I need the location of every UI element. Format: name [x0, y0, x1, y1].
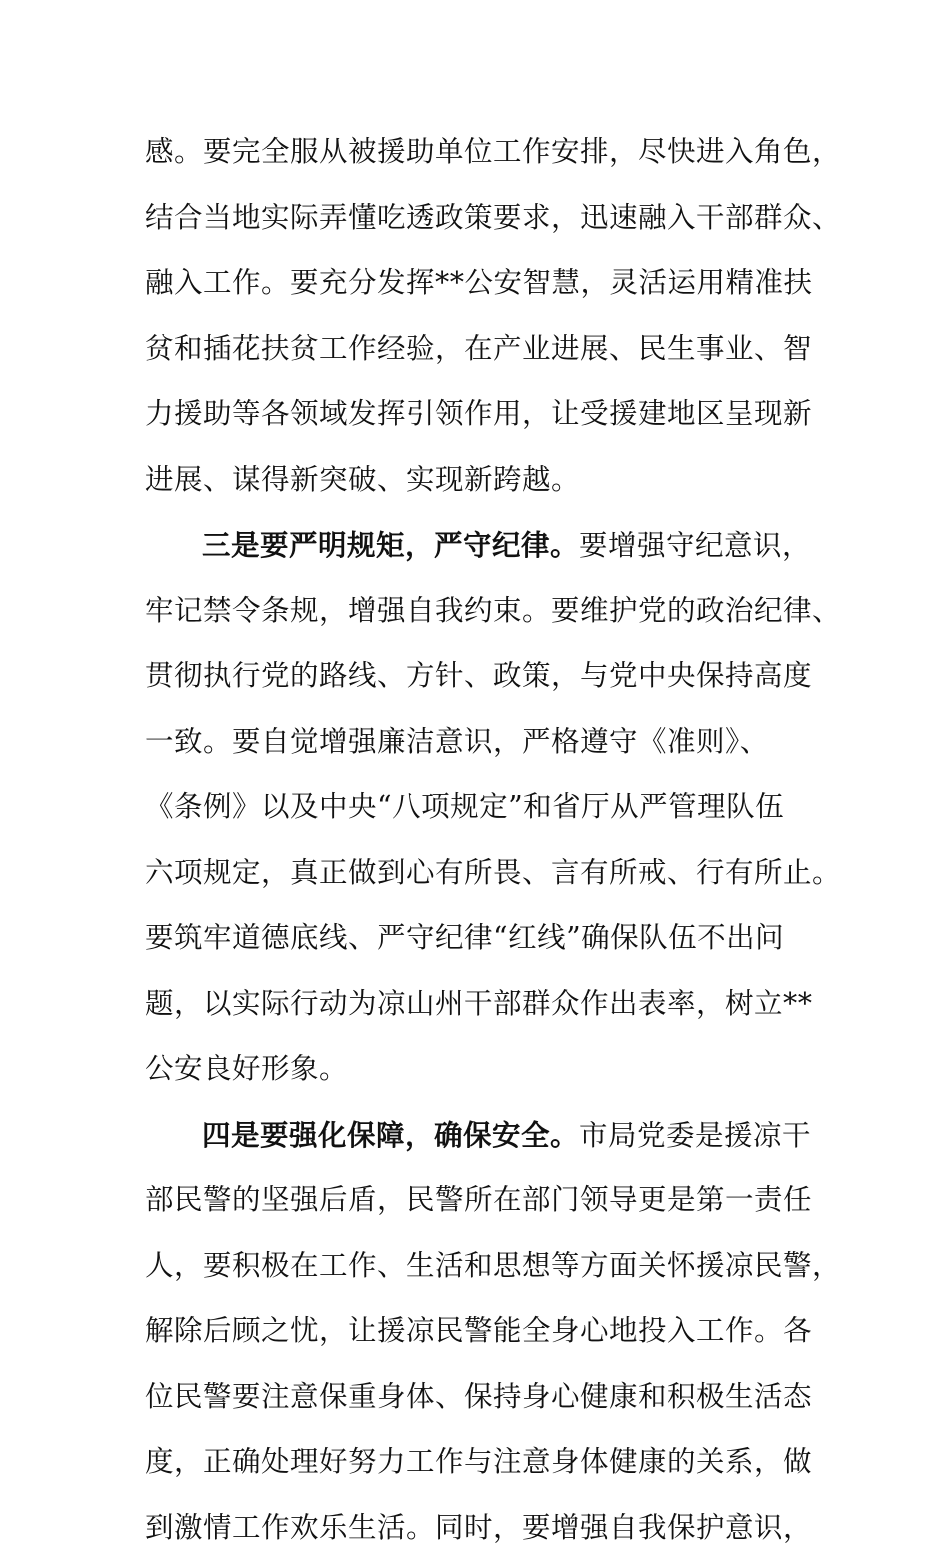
text-line: 结合当地实际弄懂吃透政策要求，迅速融入干部群众、 [145, 192, 835, 258]
paragraph-heading: 三是要严明规矩，严守纪律。 [202, 528, 579, 562]
text-line: 贯彻执行党的路线、方针、政策，与党中央保持高度 [145, 650, 835, 716]
text-line: 到激情工作欢乐生活。同时，要增强自我保护意识， [145, 1502, 835, 1567]
text-line: 度，正确处理好努力工作与注意身体健康的关系，做 [145, 1436, 835, 1502]
text-line: 要筑牢道德底线、严守纪律“红线”确保队伍不出问 [145, 912, 835, 978]
paragraph-heading-line: 四是要强化保障，确保安全。市局党委是援凉干 [145, 1109, 835, 1175]
paragraph-heading: 四是要强化保障，确保安全。 [202, 1118, 579, 1152]
text-line: 人，要积极在工作、生活和思想等方面关怀援凉民警， [145, 1240, 835, 1306]
text-line: 贫和插花扶贫工作经验，在产业进展、民生事业、智 [145, 323, 835, 389]
paragraph-heading-line: 三是要严明规矩，严守纪律。要增强守纪意识， [145, 519, 835, 585]
text-line: 《条例》以及中央“八项规定”和省厅从严管理队伍 [145, 781, 835, 847]
text-line: 牢记禁令条规，增强自我约束。要维护党的政治纪律、 [145, 585, 835, 651]
text-line: 题，以实际行动为凉山州干部群众作出表率，树立** [145, 978, 835, 1044]
document-body [145, 126, 835, 1567]
text-line: 位民警要注意保重身体、保持身心健康和积极生活态 [145, 1371, 835, 1437]
text-line: 部民警的坚强后盾，民警所在部门领导更是第一责任 [145, 1174, 835, 1240]
text-line: 进展、谋得新突破、实现新跨越。 [145, 454, 835, 520]
text-line: 感。要完全服从被援助单位工作安排，尽快进入角色， [145, 126, 835, 192]
text-line: 公安良好形象。 [145, 1043, 835, 1109]
text-line: 解除后顾之忧，让援凉民警能全身心地投入工作。各 [145, 1305, 835, 1371]
text-line: 融入工作。要充分发挥**公安智慧，灵活运用精准扶 [145, 257, 835, 323]
text-line: 六项规定，真正做到心有所畏、言有所戒、行有所止。 [145, 847, 835, 913]
text-line: 一致。要自觉增强廉洁意识，严格遵守《准则》、 [145, 716, 835, 782]
text-line: 力援助等各领域发挥引领作用，让受援建地区呈现新 [145, 388, 835, 454]
